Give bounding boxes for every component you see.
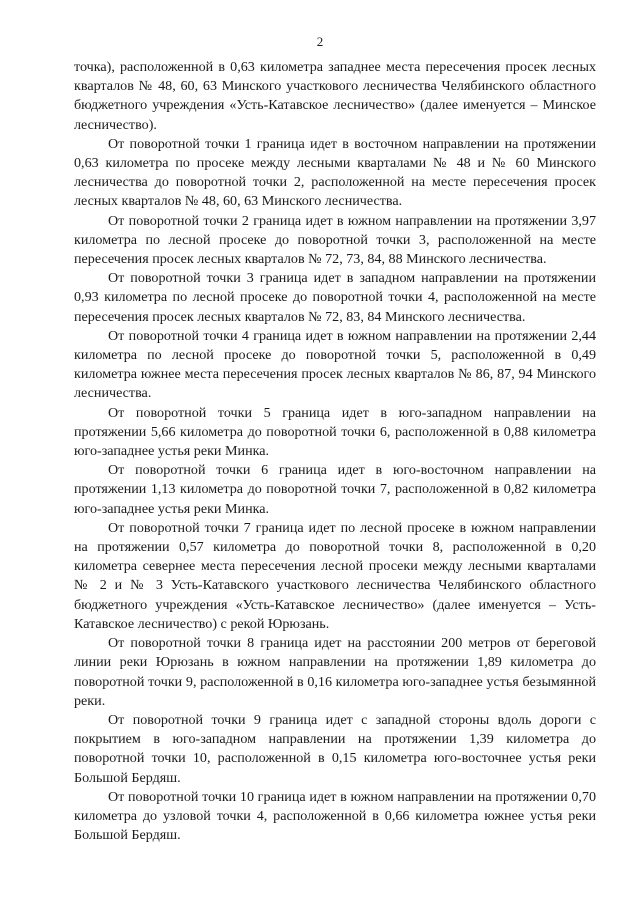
paragraph-point-7: От поворотной точки 7 граница идет по лесной просеке в южном направлении на протяжении 0,57 километра до поворотной точки 8, расположенной в 0,20 километра севернее места пересечения лесной просеки между лесными кварталами № 2 и № 3 Усть-Катавского участкового лесничества Челябинского областного бюджетного учреждения «Усть-Катавское лесничество» (далее именуется – Усть-Катавское лесничество) с рекой Юрюзань. bbox=[74, 519, 596, 632]
paragraph-point-2: От поворотной точки 2 граница идет в южном направлении на протяжении 3,97 километра по лесной просеке до поворотной точки 3, расположенной на месте пересечения просек лесных кварталов № 72, 73, 84, 88 Минского лесничества. bbox=[74, 212, 596, 268]
paragraph-continuation: точка), расположенной в 0,63 километра западнее места пересечения просек лесных кварталов № 48, 60, 63 Минского участкового лесничества Челябинского областного бюджетного учреждения «Усть-Катавское лесничество» (далее именуется – Минское лесничество). bbox=[74, 59, 596, 133]
paragraph-point-10: От поворотной точки 10 граница идет в южном направлении на протяжении 0,70 километра до узловой точки 4, расположенной в 0,66 километра южнее устья реки Большой Бердяш. bbox=[74, 788, 596, 844]
paragraph-point-5: От поворотной точки 5 граница идет в юго-западном направлении на протяжении 5,66 километра до поворотной точки 6, расположенной в 0,88 километра юго-западнее устья реки Минка. bbox=[74, 404, 596, 460]
paragraph-point-4: От поворотной точки 4 граница идет в южном направлении на протяжении 2,44 километра по лесной просеке до поворотной точки 5, расположенной в 0,49 километра южнее места пересечения просек лесных кварталов № 86, 87, 94 Минского лесничества. bbox=[74, 327, 596, 402]
paragraph-point-9: От поворотной точки 9 граница идет с западной стороны вдоль дороги с покрытием в юго-западном направлении на протяжении 1,39 километра до поворотной точки 10, расположенной в 0,15 километра юго-восточнее устья реки Большой Бердяш. bbox=[74, 711, 596, 786]
paragraph-point-1: От поворотной точки 1 граница идет в восточном направлении на протяжении 0,63 километра по просеке между лесными кварталами № 48 и № 60 Минского лесничества до поворотной точки 2, расположенной на месте пересечения просек лесных кварталов № 48, 60, 63 Минского лесничества. bbox=[74, 135, 596, 210]
document-body bbox=[74, 58, 596, 845]
paragraph-point-3: От поворотной точки 3 граница идет в западном направлении на протяжении 0,93 километра по лесной просеке до поворотной точки 4, расположенной на месте пересечения просек лесных кварталов № 72, 83, 84 Минского лесничества. bbox=[74, 270, 596, 325]
paragraph-point-6: От поворотной точки 6 граница идет в юго-восточном направлении на протяжении 1,13 километра до поворотной точки 7, расположенной в 0,82 километра юго-западнее устья реки Минка. bbox=[74, 462, 596, 517]
paragraph-point-8: От поворотной точки 8 граница идет на расстоянии 200 метров от береговой линии реки Юрюзань в южном направлении на протяжении 1,89 километра до поворотной точки 9, расположенной в 0,16 километра юго-западнее устья безымянной реки. bbox=[74, 635, 596, 709]
page-number: 2 bbox=[316, 34, 324, 49]
